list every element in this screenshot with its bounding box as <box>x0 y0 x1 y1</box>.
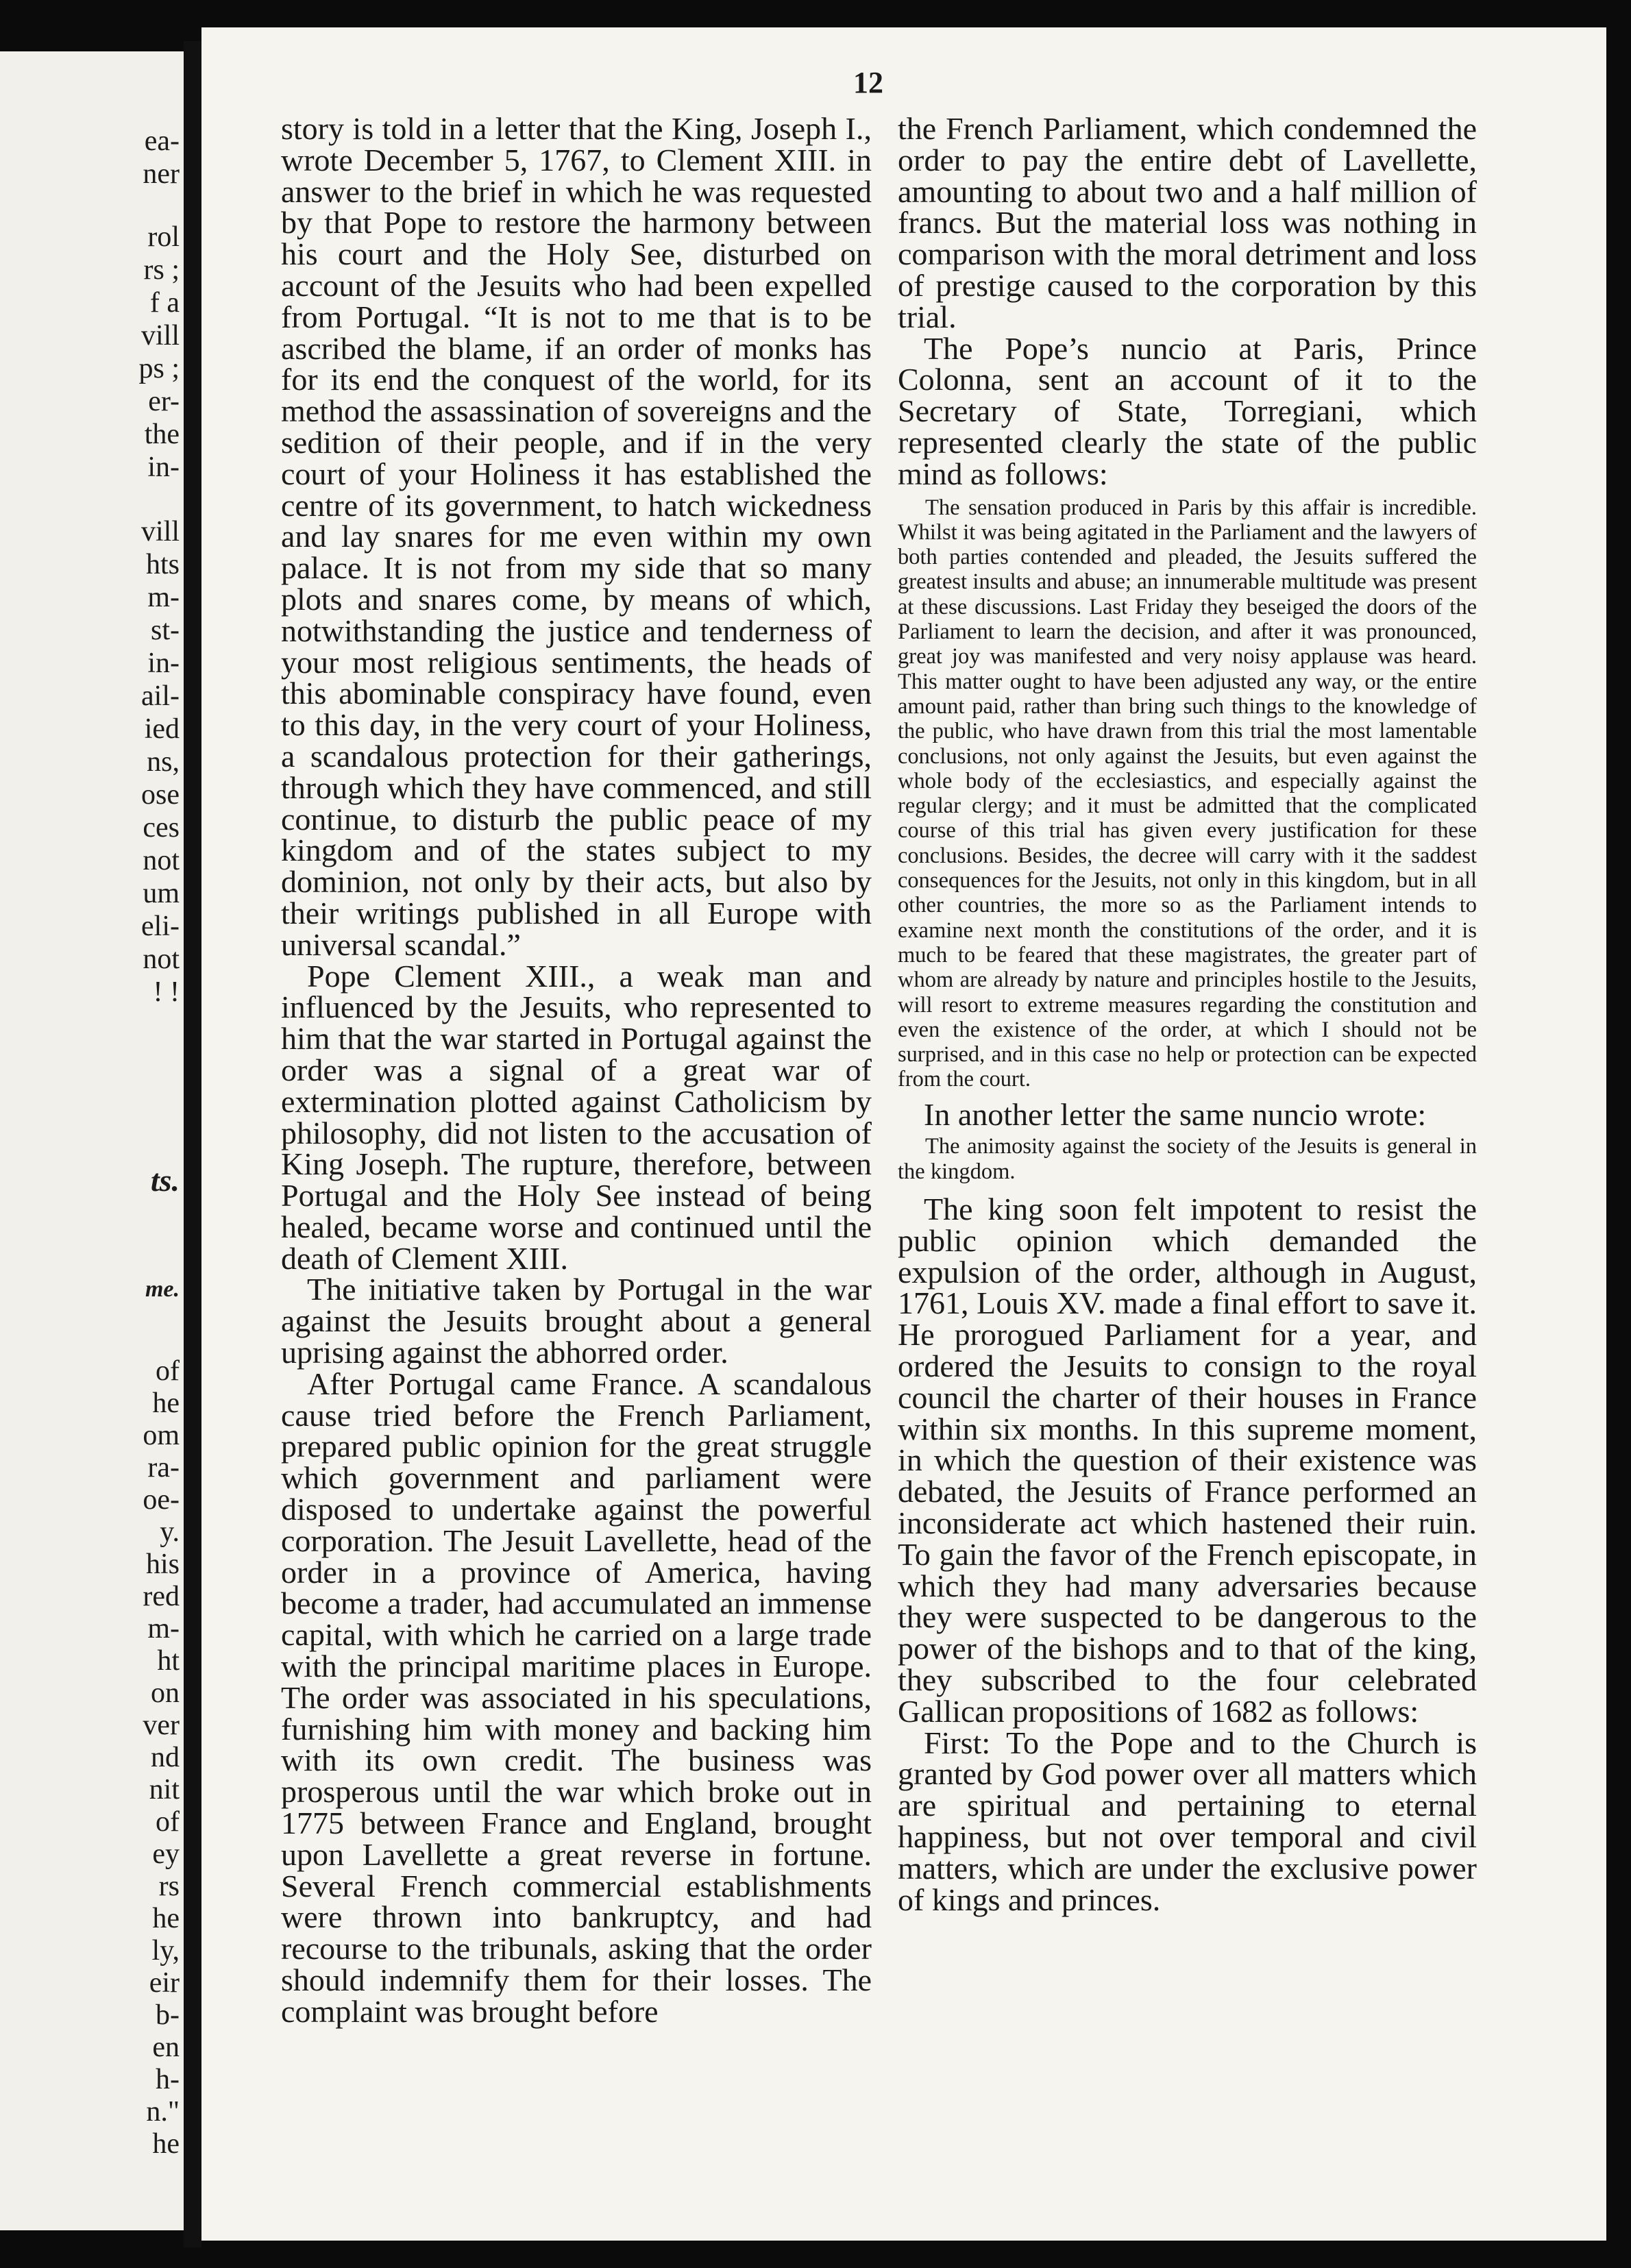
left-text-column <box>281 113 872 2027</box>
paragraph: Pope Clement XIII., a weak man and influenced by the Jesuits, who represented to him that the war started in Portugal against the order was a signal of a great war of extermination plotted against Catholicism by philosophy, did not listen to the accusation of King Joseph. The rupture, therefore, between Portugal and the Holy See instead of being healed, became worse and continued until the death of Clement XIII. <box>281 958 872 1276</box>
prev-page-fragment: m- <box>147 1613 180 1644</box>
prev-page-fragment: ner <box>143 158 180 190</box>
prev-page-fragment: om <box>143 1420 180 1451</box>
paragraph: After Portugal came France. A scandalous cause tried before the French Parliament, prepared public opinion for the great struggle which government and parliament were disposed to undertake against the powerful corporation. The Jesuit Lavellette, head of the order in a province of America, having become a trader, had accumulated an immense capital, with which he carried on a large trade with the principal maritime places in Europe. The order was associated in his speculations, furnishing him with money and backing him with its own credit. The business was prosperous until the war which broke out in 1775 between France and England, brought upon Lavellette a great reverse in fortune. Several French commercial establishments were thrown into bankruptcy, and had recourse to the tribunals, asking that the order should indemnify them for their losses. The complaint was brought before <box>281 1366 872 2029</box>
prev-page-fragment: me. <box>145 1277 180 1302</box>
prev-page-fragment: ces <box>143 812 180 843</box>
prev-page-fragment: nit <box>149 1774 180 1805</box>
prev-page-fragment: ts. <box>150 1163 180 1198</box>
prev-page-fragment: not <box>143 845 180 876</box>
prev-page-fragment: h- <box>156 2064 180 2095</box>
prev-page-fragment: ! ! <box>153 976 180 1008</box>
prev-page-fragment: oe- <box>143 1484 180 1516</box>
prev-page-fragment: on <box>151 1677 180 1709</box>
prev-page-fragment: en <box>152 2032 180 2063</box>
block-quote: The sensation produced in Paris by this affair is incredible. Whilst it was being agitated in the Parliament and the lawyers of both parties contended and pleaded, the Jesuits suffered the greatest insults and abuse; an innumerable multitude was present at these discussions. Last Friday they beseiged the doors of the Parliament to learn the decision, and after it was pronounced, great joy was manifested and very noisy applause was heard. This matter ought to have been adjusted any way, or the entire amount paid, rather than bring such things to the knowledge of the public, who have drawn from this trial the most lamentable conclusions, not only against the Jesuits, but even against the whole body of the ecclesiastics, and especially against the regular clergy; and it must be admitted that the complicated course of this trial has given every justification for these conclusions. Besides, the decree will carry with it the saddest consequences for the Jesuits, not only in this kingdom, but in all other countries, the more so as the Parliament intends to examine next month the constitutions of the order, and it is much to be feared that these magistrates, the greater part of whom are already by nature and principles hostile to the Jesuits, will resort to extreme measures regarding the constitution and even the existence of the order, at which I should not be surprised, and in this case no help or protection can be expected from the court. <box>898 495 1477 1092</box>
prev-page-fragment: n." <box>146 2096 180 2128</box>
prev-page-fragment: b- <box>156 1999 180 2031</box>
prev-page-fragment: he <box>152 1903 180 1934</box>
prev-page-fragment: in- <box>147 648 180 679</box>
book-gutter <box>184 41 201 2247</box>
paragraph: the French Parliament, which condemned the order to pay the entire debt of Lavellette, amounting to about two and a half million of francs. But the material loss was nothing in comparison with the moral detriment and loss of prestige caused to the corporation by this trial. <box>898 111 1477 334</box>
prev-page-fragment: eli- <box>141 911 180 942</box>
prev-page-fragment: vill <box>140 516 180 547</box>
prev-page-fragment: ose <box>141 779 180 811</box>
prev-page-fragment: rs <box>158 1871 180 1902</box>
previous-page-edge <box>0 51 184 2230</box>
paragraph: In another letter the same nuncio wrote: <box>924 1096 1427 1132</box>
prev-page-fragment: ea- <box>144 125 180 157</box>
prev-page-fragment: vill <box>140 320 180 352</box>
prev-page-fragment: rol <box>147 221 180 253</box>
prev-page-fragment: nd <box>151 1742 180 1773</box>
prev-page-fragment: in- <box>147 452 180 483</box>
right-text-column <box>898 113 1477 1915</box>
paragraph: The Pope’s nuncio at Paris, Prince Colonna, sent an account of it to the Secretary of State, Torregiani, which represented clearly the state of the public mind as follows: <box>898 330 1477 491</box>
prev-page-fragment: he <box>152 1388 180 1419</box>
paragraph: story is told in a letter that the King, Joseph I., wrote December 5, 1767, to Clement XIII. in answer to the brief in which he was requested by that Pope to restore the harmony between his court and the Holy See, disturbed on account of the Jesuits who had been expelled from Portugal. “It is not to me that is to be ascribed the blame, if an order of monks has for its end the conquest of the world, for its method the assassination of sovereigns and the sedition of their people, and if in the very court of your Holiness it has established the centre of its government, to hatch wickedness and lay snares for me even within my own palace. It is not from my side that so many plots and snares come, by means of which, notwithstanding the justice and tenderness of your most religious sentiments, the heads of this abominable conspiracy have found, even to this day, in the very court of your Holiness, a scandalous protection for their gatherings, through which they have commenced, and still continue, to disturb the public peace of my kingdom and of the states subject to my dominion, not only by their acts, but also by their writings published in all Europe with universal scandal.” <box>281 111 872 962</box>
prev-page-fragment: rs ; <box>143 254 180 286</box>
paragraph: The king soon felt impotent to resist the public opinion which demanded the expulsion of the order, although in August, 1761, Louis XV. made a final effort to save it. He prorogued Parliament for a year, and ordered the Jesuits to consign to the royal council the charter of their houses in France within six months. In this supreme moment, in which the question of their existence was debated, the Jesuits of France performed an inconsiderate act which hastened their ruin. To gain the favor of the French episcopate, in which they had many adversaries because they were suspected to be dangerous to the power of the bishops and to that of the king, they subscribed to the four celebrated Gallican propositions of 1682 as follows: <box>898 1192 1477 1729</box>
prev-page-fragment: ly, <box>151 1935 180 1967</box>
prev-page-fragment: hts <box>145 549 180 580</box>
prev-page-fragment: y. <box>160 1516 180 1548</box>
prev-page-fragment: eir <box>149 1967 180 1999</box>
prev-page-fragment: ps ; <box>138 353 180 384</box>
paragraph: The initiative taken by Portugal in the war against the Jesuits brought about a general uprising against the abhorred order. <box>281 1272 872 1370</box>
prev-page-fragment: st- <box>151 615 180 646</box>
prev-page-fragment: of <box>156 1355 180 1387</box>
prev-page-fragment: um <box>143 878 180 909</box>
prev-page-fragment: ns, <box>147 746 180 778</box>
prev-page-fragment: ra- <box>147 1452 180 1483</box>
prev-page-fragment: ver <box>143 1710 180 1741</box>
prev-page-fragment: ey <box>152 1838 180 1870</box>
prev-page-fragment: ied <box>144 713 180 745</box>
prev-page-fragment: m- <box>147 582 180 613</box>
prev-page-fragment: er- <box>148 386 180 417</box>
prev-page-fragment: his <box>145 1549 180 1580</box>
block-quote: The animosity against the society of the Jesuits is general in the kingdom. <box>898 1134 1477 1184</box>
paragraph: First: To the Pope and to the Church is granted by God power over all matters which are spiritual and pertaining to eternal happiness, but not over temporal and civil matters, which are under the exclusive power of kings and princes. <box>898 1725 1477 1917</box>
prev-page-fragment: ail- <box>141 680 180 712</box>
prev-page-fragment: ht <box>157 1645 180 1677</box>
prev-page-fragment: f a <box>149 287 180 319</box>
prev-page-fragment: the <box>144 419 180 450</box>
page-number: 12 <box>853 66 883 99</box>
prev-page-fragment: of <box>156 1806 180 1838</box>
prev-page-fragment: red <box>143 1581 180 1612</box>
prev-page-fragment: he <box>152 2128 180 2160</box>
prev-page-fragment: not <box>143 944 180 975</box>
